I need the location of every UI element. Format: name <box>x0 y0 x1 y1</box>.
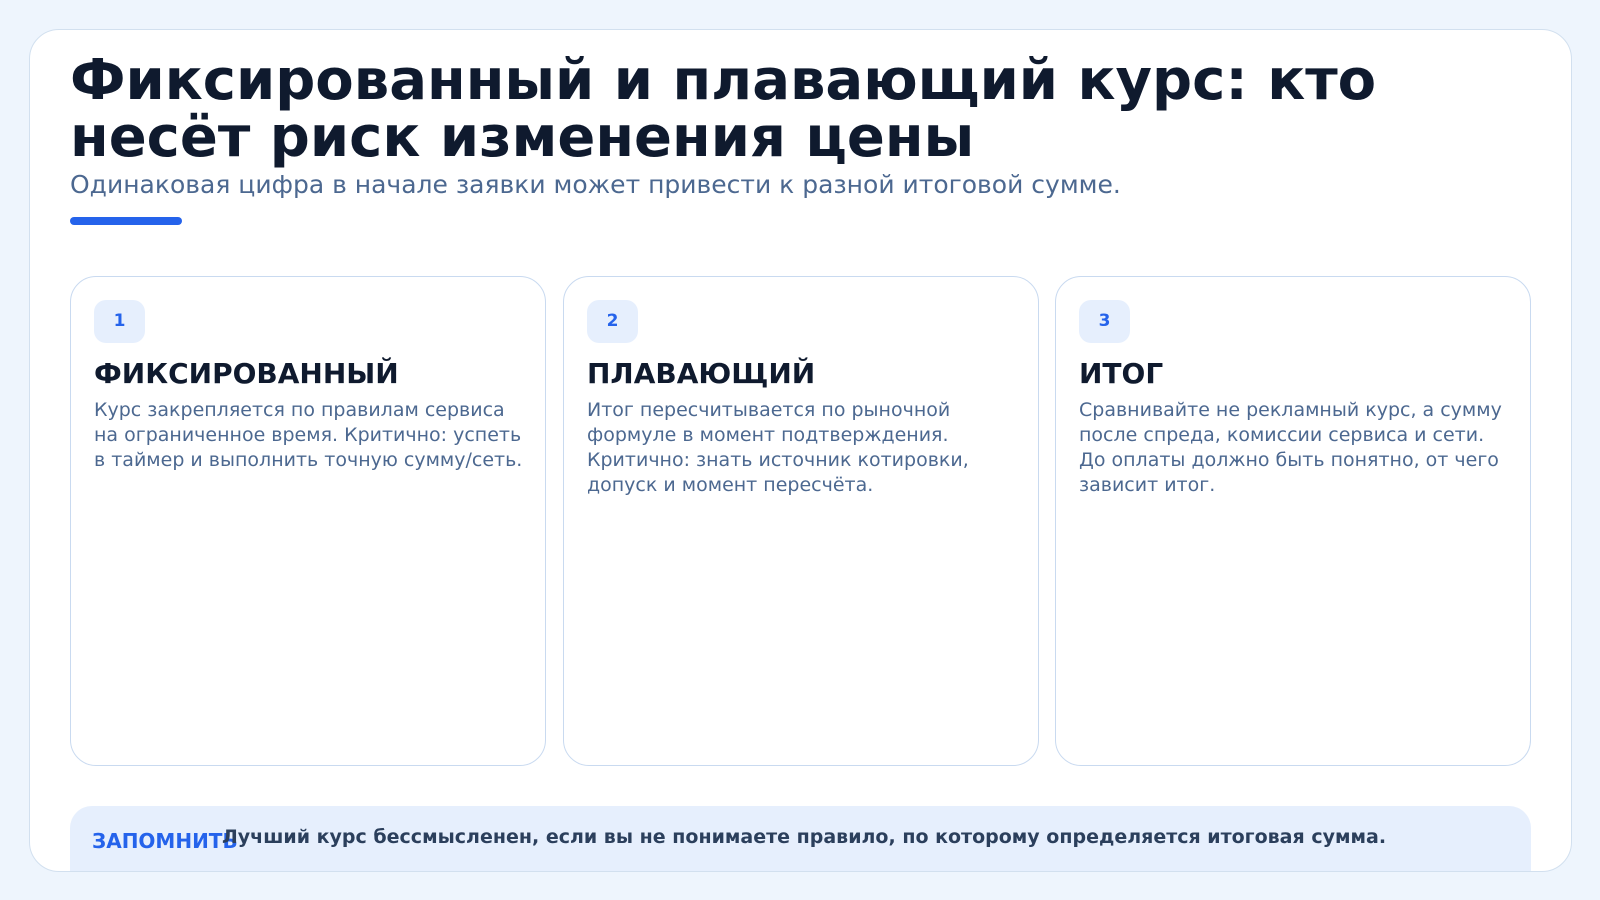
card-number-badge: 1 <box>94 300 145 343</box>
card-text: Итог пересчитывается по рыночной формуле в момент подтверждения. Критично: знать источник котировки, допуск и момент пересчёта. <box>587 399 969 496</box>
accent-divider <box>70 217 182 225</box>
page-title: Фиксированный и плавающий курс: кто несёт риск изменения цены <box>70 48 1377 170</box>
card-text: Сравнивайте не рекламный курс, а сумму после спреда, комиссии сервиса и сети. До оплаты должно быть понятно, от чего зависит итог. <box>1079 399 1502 496</box>
note-text: Лучший курс бессмысленен, если вы не понимаете правило, по которому определяется итоговая сумма. <box>222 826 1387 848</box>
card-text: Курс закрепляется по правилам сервиса на ограниченное время. Критично: успеть в таймер и выполнить точную сумму/сеть. <box>94 399 523 471</box>
remember-note <box>70 806 1531 872</box>
card-floating <box>563 276 1039 766</box>
page-subtitle: Одинаковая цифра в начале заявки может привести к разной итоговой сумме. <box>70 170 1121 199</box>
card-number-badge: 3 <box>1079 300 1130 343</box>
note-label: ЗАПОМНИТЬ <box>92 829 238 853</box>
card-heading: ФИКСИРОВАННЫЙ <box>94 357 399 390</box>
card-fixed <box>70 276 546 766</box>
slide <box>29 29 1572 872</box>
card-number-badge: 2 <box>587 300 638 343</box>
card-result <box>1055 276 1531 766</box>
card-heading: ПЛАВАЮЩИЙ <box>587 357 816 390</box>
card-heading: ИТОГ <box>1079 357 1164 390</box>
